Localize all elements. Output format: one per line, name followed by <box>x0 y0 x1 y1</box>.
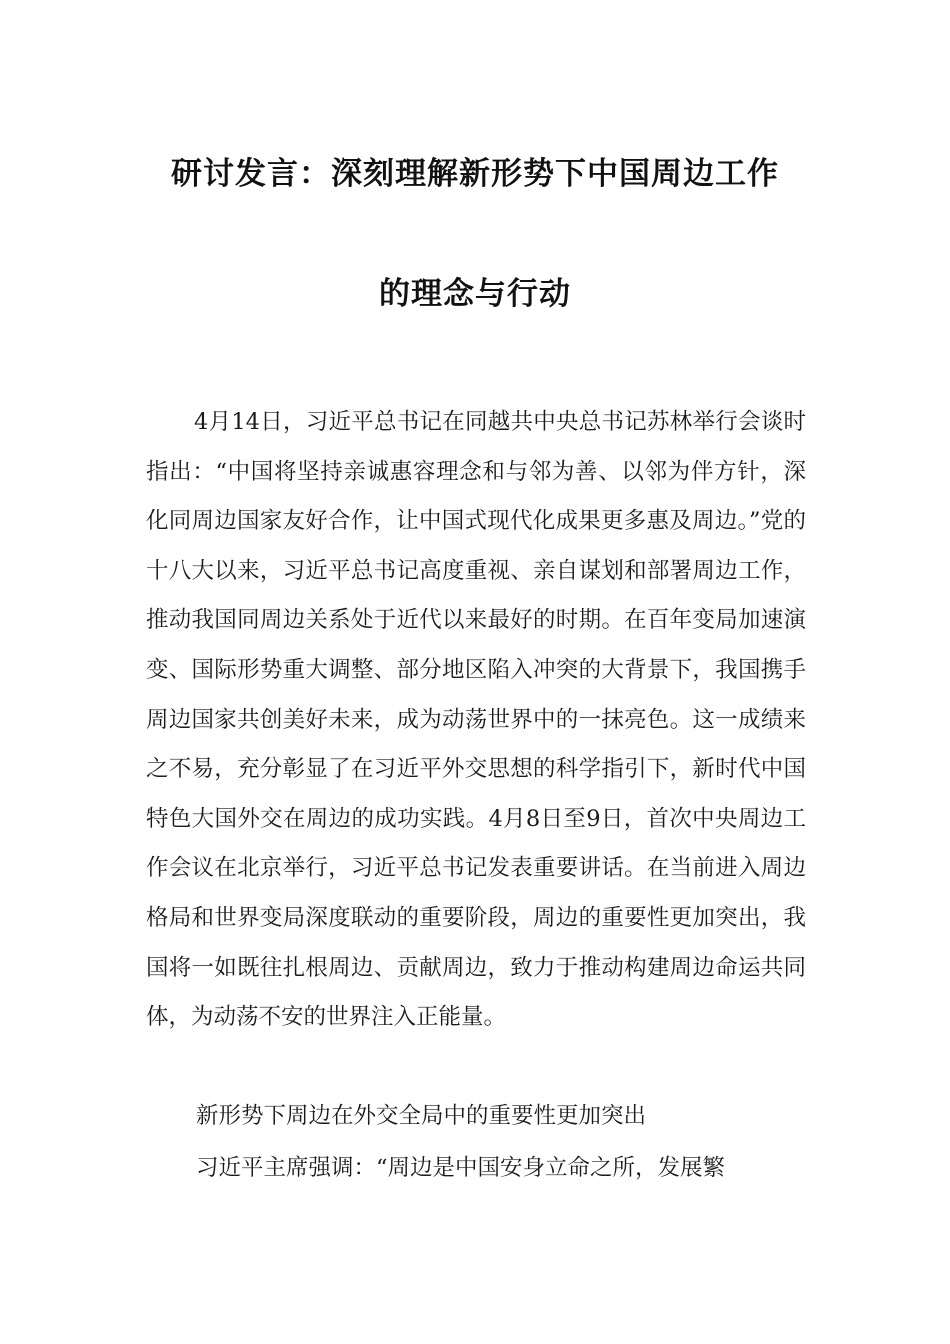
section-heading: 新形势下周边在外交全局中的重要性更加突出 <box>196 1103 647 1129</box>
document-title-line-2: 的理念与行动 <box>379 276 571 312</box>
document-title-line-1: 研讨发言：深刻理解新形势下中国周边工作 <box>171 156 779 192</box>
body-paragraph: 4月14日，习近平总书记在同越共中央总书记苏林举行会谈时指出：“中国将坚持亲诚惠容理念和与邻为善、以邻为伴方针，深化同周边国家友好合作，让中国式现代化成果更多惠及周边。”党的十八大以来，习近平总书记高度重视、亲自谋划和部署周边工作，推动我国同周边关系处于近代以来最好的时期。在百年变局加速演变、国际形势重大调整、部分地区陷入冲突的大背景下，我国携手周边国家共创美好未来，成为动荡世界中的一抹亮色。这一成绩来之不易，充分彰显了在习近平外交思想的科学指引下，新时代中国特色大国外交在周边的成功实践。4月8日至9日，首次中央周边工作会议在北京举行，习近平总书记发表重要讲话。在当前进入周边格局和世界变局深度联动的重要阶段，周边的重要性更加突出，我国将一如既往扎根周边、贡献周边，致力于推动构建周边命运共同体，为动荡不安的世界注入正能量。 <box>146 409 806 1031</box>
body-paragraph-continued: 习近平主席强调：“周边是中国安身立命之所，发展繁 <box>196 1155 726 1181</box>
